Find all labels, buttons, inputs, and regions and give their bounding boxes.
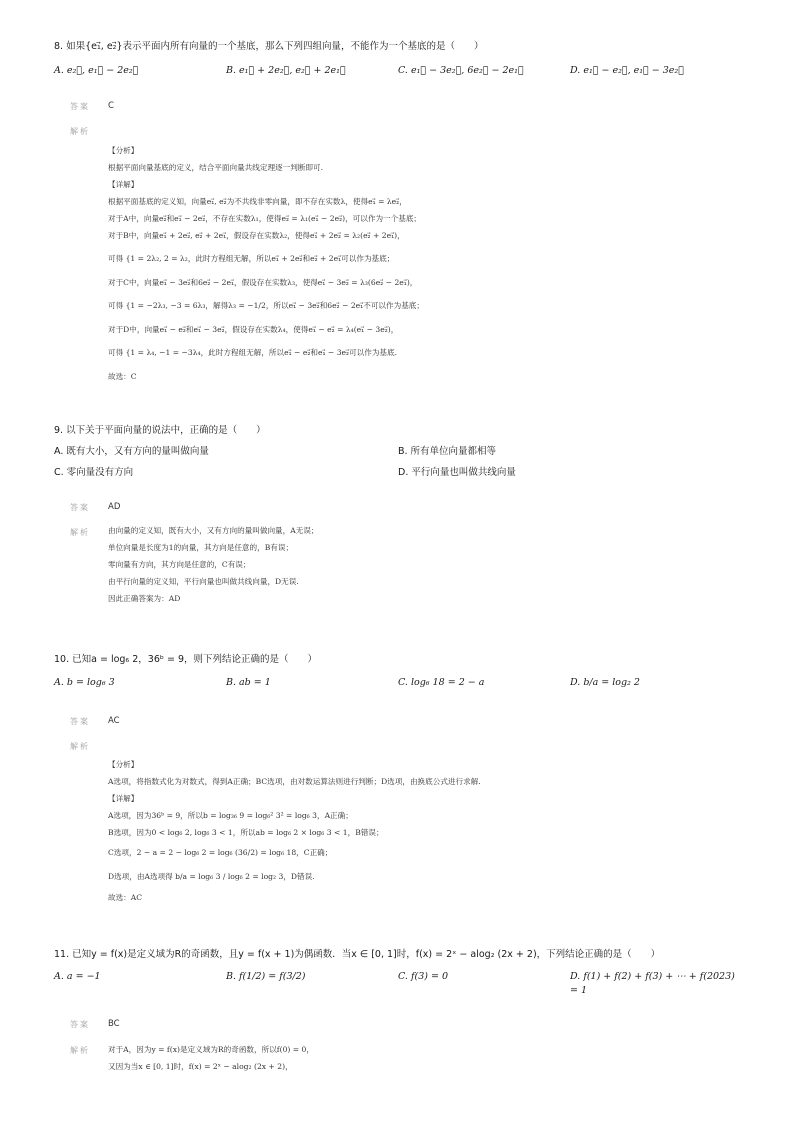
answer-label: 答案 <box>70 102 90 111</box>
option-d: D. e₁⃗ − e₂⃗, e₁⃗ − 3e₂⃗ <box>570 65 684 76</box>
explanation-label: 解析 <box>70 127 90 136</box>
answer-value: AD <box>108 502 121 512</box>
option-b: B. ab = 1 <box>226 677 271 688</box>
question-8-stem: 8. 如果{e₁⃗, e₂⃗}表示平面内所有向量的一个基底，那么下列四组向量，不能作为一个基底的是（ ） <box>54 41 484 52</box>
answer-value: BC <box>108 1019 120 1029</box>
option-c: C. f(3) = 0 <box>398 971 448 982</box>
option-a: A. a = −1 <box>54 971 101 982</box>
explanation-label: 解析 <box>70 1046 90 1055</box>
explanation-line: 【详解】 <box>108 180 139 189</box>
option-a: A. e₂⃗, e₁⃗ − 2e₂⃗ <box>54 65 139 76</box>
answer-value: C <box>108 101 114 111</box>
explanation-line: 【分析】 <box>108 146 139 155</box>
option-d: D. 平行向量也叫做共线向量 <box>398 467 516 478</box>
explanation-line: 可得 {1 = λ₄, −1 = −3λ₄，此时方程组无解，所以e₁⃗ − e₂⃗和e₁⃗ − 3e₂⃗可以作为基底. <box>108 348 398 357</box>
explanation-line: 可得 {1 = 2λ₂, 2 = λ₂，此时方程组无解，所以e₁⃗ + 2e₂⃗和e₂⃗ + 2e₁⃗可以作为基底； <box>108 254 395 263</box>
explanation-line: 故选：C <box>108 372 137 381</box>
explanation-line: 对于A，因为y = f(x)是定义域为R的奇函数，所以f(0) = 0， <box>108 1045 314 1054</box>
explanation-line: A选项，将指数式化为对数式，得到A正确；BC选项，由对数运算法则进行判断；D选项，由换底公式进行求解. <box>108 777 481 786</box>
explanation-body <box>108 756 481 906</box>
option-c: C. log₆ 18 = 2 − a <box>398 677 485 688</box>
explanation-line: 根据平面基底的定义知，向量e₁⃗, e₂⃗为不共线非零向量，即不存在实数λ，使得e₁⃗ = λe₂⃗， <box>108 197 407 206</box>
explanation-line: 因此正确答案为：AD <box>108 594 181 603</box>
answer-label: 答案 <box>70 717 90 726</box>
answer-value: AC <box>108 716 120 726</box>
option-c: C. e₁⃗ − 3e₂⃗, 6e₂⃗ − 2e₁⃗ <box>398 65 524 76</box>
option-d: D. b/a = log₂ 2 <box>570 677 640 688</box>
option-b: B. f(1/2) = f(3/2) <box>226 971 306 982</box>
explanation-line: 【分析】 <box>108 760 139 769</box>
option-a: A. 既有大小，又有方向的量叫做向量 <box>54 446 209 457</box>
explanation-line: 对于B中，向量e₁⃗ + 2e₂⃗, e₂⃗ + 2e₁⃗，假设存在实数λ₂，使得e₁⃗ + 2e₂⃗ = λ₂(e₂⃗ + 2e₁⃗)， <box>108 231 405 240</box>
question-9-stem: 9. 以下关于平面向量的说法中，正确的是（ ） <box>54 425 266 436</box>
explanation-line: 零向量有方向，其方向是任意的，C有误； <box>108 560 251 569</box>
question-10-stem: 10. 已知a = log₆ 2，36ᵇ = 9，则下列结论正确的是（ ） <box>54 654 318 665</box>
explanation-body <box>108 1041 314 1075</box>
explanation-line: 对于D中，向量e₁⃗ − e₂⃗和e₁⃗ − 3e₂⃗，假设存在实数λ₄，使得e₁⃗ − e₂⃗ = λ₄(e₁⃗ − 3e₂⃗)， <box>108 325 399 334</box>
explanation-body <box>108 142 424 385</box>
explanation-line: B选项，因为0 < log₆ 2, log₆ 3 < 1，所以ab = log₆ 2 × log₆ 3 < 1，B错误； <box>108 828 384 837</box>
explanation-line: A选项，因为36ᵇ = 9，所以b = log₃₆ 9 = log₆² 3² = log₆ 3，A正确； <box>108 811 353 820</box>
answer-label: 答案 <box>70 1020 90 1029</box>
question-11-stem: 11. 已知y = f(x)是定义域为R的奇函数，且y = f(x + 1)为偶函数．当x ∈ [0, 1]时，f(x) = 2ˣ − alog₂ (2x + 2)，下列结论正确的是（ ） <box>54 949 661 960</box>
explanation-line: 对于A中，向量e₂⃗和e₁⃗ − 2e₂⃗，不存在实数λ₁，使得e₂⃗ = λ₁(e₁⃗ − 2e₂⃗)，可以作为一个基底； <box>108 214 422 223</box>
explanation-line: 可得 {1 = −2λ₃, −3 = 6λ₃，解得λ₃ = −1/2，所以e₁⃗ − 3e₂⃗和6e₂⃗ − 2e₁⃗不可以作为基底； <box>108 301 424 310</box>
explanation-line: 对于C中，向量e₁⃗ − 3e₂⃗和6e₂⃗ − 2e₁⃗，假设存在实数λ₃，使得e₁⃗ − 3e₂⃗ = λ₃(6e₂⃗ − 2e₁⃗)， <box>108 278 418 287</box>
explanation-line: 由向量的定义知，既有大小，又有方向的量叫做向量，A无误； <box>108 526 319 535</box>
explanation-label: 解析 <box>70 742 90 751</box>
answer-label: 答案 <box>70 503 90 512</box>
explanation-line: 故选：AC <box>108 893 143 902</box>
option-d: D. f(1) + f(2) + f(3) + ⋯ + f(2023) = 1 <box>570 971 735 996</box>
explanation-line: 单位向量是长度为1的向量，其方向是任意的，B有误； <box>108 543 294 552</box>
explanation-line: 根据平面向量基底的定义，结合平面向量共线定理逐一判断即可. <box>108 163 324 172</box>
explanation-label: 解析 <box>70 528 90 537</box>
option-b: B. e₁⃗ + 2e₂⃗, e₂⃗ + 2e₁⃗ <box>226 65 346 76</box>
explanation-line: C选项，2 − a = 2 − log₆ 2 = log₆ (36/2) = log₆ 18，C正确； <box>108 848 333 857</box>
option-b: B. 所有单位向量都相等 <box>398 446 497 457</box>
explanation-body <box>108 522 319 607</box>
option-c: C. 零向量没有方向 <box>54 467 134 478</box>
explanation-line: 由平行向量的定义知，平行向量也叫做共线向量，D无误. <box>108 577 299 586</box>
explanation-line: D选项，由A选项得 b/a = log₆ 3 / log₆ 2 = log₂ 3，D错误. <box>108 872 315 881</box>
explanation-line: 【详解】 <box>108 794 139 803</box>
explanation-line: 又因为当x ∈ [0, 1]时，f(x) = 2ˣ − alog₂ (2x + 2)， <box>108 1062 293 1071</box>
option-a: A. b = log₆ 3 <box>54 677 115 688</box>
